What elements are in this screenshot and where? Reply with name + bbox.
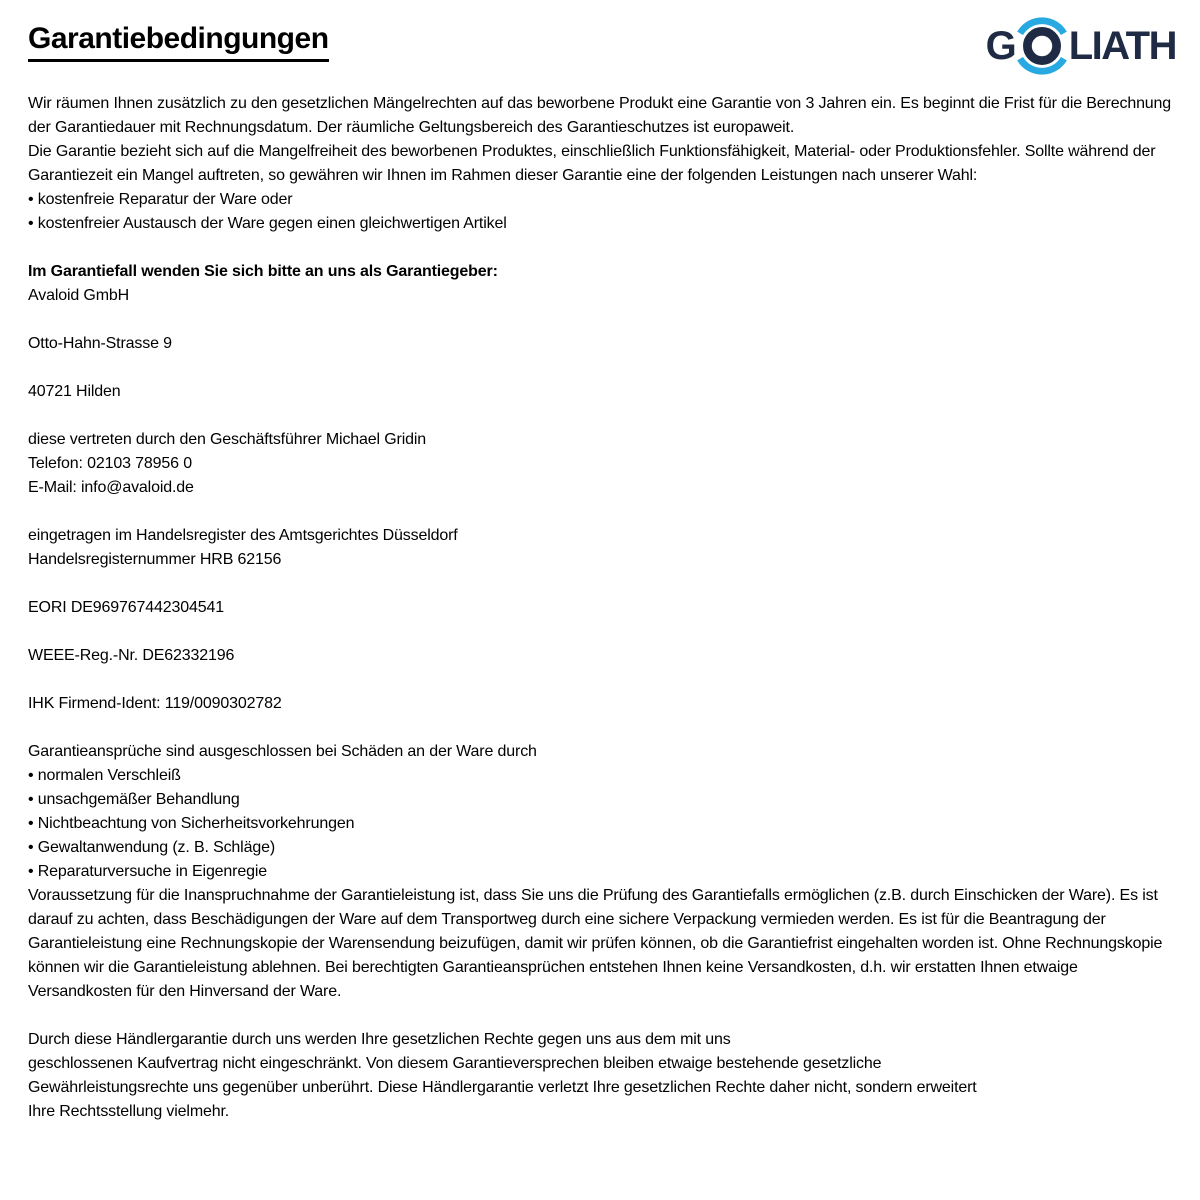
register-court-line: eingetragen im Handelsregister des Amtsgerichtes Düsseldorf [28, 527, 458, 544]
weee-line: WEEE-Reg.-Nr. DE62332196 [28, 647, 235, 664]
representative-line: diese vertreten durch den Geschäftsführer Michael Gridin [28, 431, 427, 448]
service-bullet-repair: • kostenfreie Reparatur der Ware oder [28, 191, 293, 208]
logo-text-g: G [985, 24, 1015, 68]
legal-line-2: geschlossenen Kaufvertrag nicht eingeschränkt. Von diesem Garantieversprechen bleiben etwaige bestehende gesetzliche [28, 1055, 882, 1072]
logo-o-icon [1014, 10, 1070, 82]
exclusion-bullet-improper-handling: • unsachgemäßer Behandlung [28, 791, 240, 808]
city-line: 40721 Hilden [28, 383, 121, 400]
legal-paragraph [28, 1028, 1172, 1124]
guarantor-heading: Im Garantiefall wenden Sie sich bitte an uns als Garantiegeber: [28, 263, 498, 280]
service-bullet-replacement: • kostenfreier Austausch der Ware gegen einen gleichwertigen Artikel [28, 215, 507, 232]
exclusion-bullet-wear: • normalen Verschleiß [28, 767, 181, 784]
conditions-paragraph: Voraussetzung für die Inanspruchnahme der Garantieleistung ist, dass Sie uns die Prüfung des Garantiefalls ermöglichen (z.B. durch Einschicken der Ware). Es ist darauf zu achten, dass Beschädigungen der Ware auf dem Transportweg durch eine sichere Verpackung vermieden werden. Es ist für die Beantragung der Garantieleistung eine Rechnungskopie der Warensendung beizufügen, damit wir prüfen können, ob die Garantiefrist eingehalten worden ist. Ohne Rechnungskopie können wir die Garantieleistung ablehnen. Bei berechtigten Garantieansprüchen entstehen Ihnen keine Versandkosten, d.h. wir erstatten Ihnen etwaige Versandkosten für den Hinversand der Ware. [28, 887, 1163, 1000]
phone-line: Telefon: 02103 78956 0 [28, 455, 192, 472]
intro-paragraph-1: Wir räumen Ihnen zusätzlich zu den gesetzlichen Mängelrechten auf das beworbene Produkt eine Garantie von 3 Jahren ein. Es beginnt die Frist für die Berechnung der Garantiedauer mit Rechnungsdatum. Der räumliche Geltungsbereich des Garantieschutzes ist europaweit. [28, 95, 1172, 136]
exclusion-bullet-safety: • Nichtbeachtung von Sicherheitsvorkehrungen [28, 815, 355, 832]
email-line: E-Mail: info@avaloid.de [28, 479, 194, 496]
legal-line-3: Gewährleistungsrechte uns gegenüber unberührt. Diese Händlergarantie verletzt Ihre gesetzlichen Rechte daher nicht, sondern erweitert [28, 1079, 977, 1096]
legal-line-4: Ihre Rechtsstellung vielmehr. [28, 1103, 230, 1120]
exclusions-intro: Garantieansprüche sind ausgeschlossen bei Schäden an der Ware durch [28, 743, 537, 760]
page-title: Garantiebedingungen [28, 22, 329, 62]
company-name-line: Avaloid GmbH [28, 287, 130, 304]
street-line: Otto-Hahn-Strasse 9 [28, 335, 172, 352]
exclusion-bullet-self-repair: • Reparaturversuche in Eigenregie [28, 863, 268, 880]
eori-line: EORI DE969767442304541 [28, 599, 224, 616]
document-body [28, 92, 1172, 1124]
logo-text-liath: LIATH [1068, 24, 1176, 68]
intro-paragraph-2: Die Garantie bezieht sich auf die Mangelfreiheit des beworbenen Produktes, einschließlich Funktionsfähigkeit, Material- oder Produktionsfehler. Sollte während der Garantiezeit ein Mangel auftreten, so gewähren wir Ihnen im Rahmen dieser Garantie eine der folgenden Leistungen nach unserer Wahl: [28, 143, 1156, 184]
register-number-line: Handelsregisternummer HRB 62156 [28, 551, 282, 568]
goliath-logo [986, 10, 1176, 82]
exclusion-bullet-force: • Gewaltanwendung (z. B. Schläge) [28, 839, 276, 856]
legal-line-1: Durch diese Händlergarantie durch uns werden Ihre gesetzlichen Rechte gegen uns aus dem mit uns [28, 1031, 731, 1048]
ihk-line: IHK Firmend-Ident: 119/0090302782 [28, 695, 282, 712]
document-header [28, 22, 1176, 68]
